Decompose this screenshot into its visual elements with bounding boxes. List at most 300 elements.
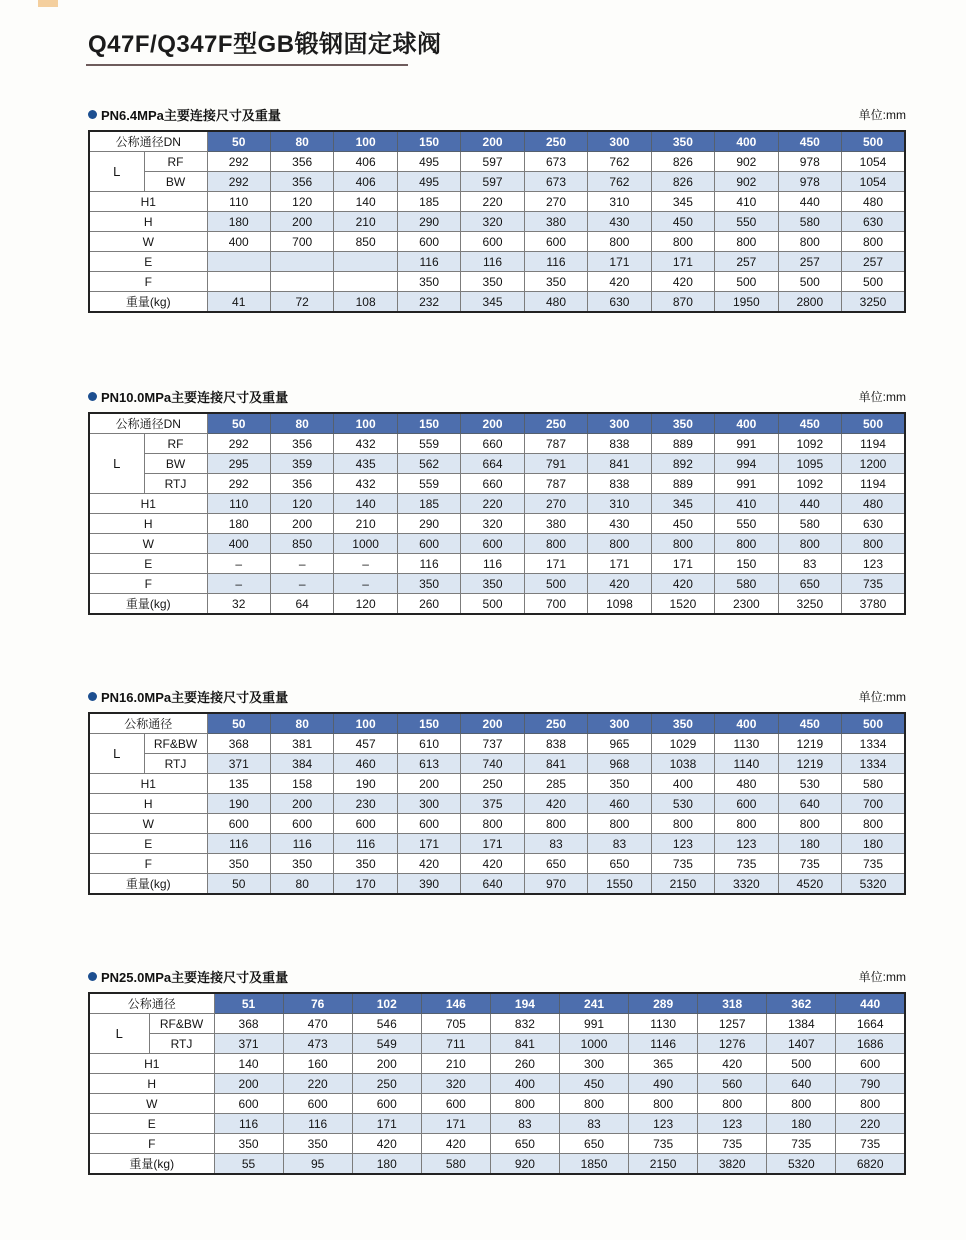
table-cell: 650 <box>490 1134 559 1154</box>
table-cell: 550 <box>715 514 778 534</box>
table-cell: 600 <box>836 1054 905 1074</box>
table-cell: 257 <box>842 252 905 272</box>
column-header: 80 <box>270 713 333 734</box>
table-cell: 420 <box>397 854 460 874</box>
column-header: 194 <box>490 993 559 1014</box>
table-cell: 994 <box>715 454 778 474</box>
table-cell: 257 <box>778 252 841 272</box>
table-cell: 200 <box>214 1074 283 1094</box>
table-cell: 650 <box>524 854 587 874</box>
table-cell: 740 <box>461 754 524 774</box>
table-cell: 1130 <box>629 1014 698 1034</box>
table-cell: 116 <box>270 834 333 854</box>
table-cell: 1219 <box>778 734 841 754</box>
table-cell: 495 <box>397 172 460 192</box>
table-cell: 171 <box>421 1114 490 1134</box>
column-header: 400 <box>715 131 778 152</box>
table-cell: 800 <box>524 814 587 834</box>
row-label: RF&BW <box>144 734 207 754</box>
table-cell: 350 <box>461 272 524 292</box>
dimensions-table-pn16-0 <box>88 712 906 895</box>
table-cell: 420 <box>651 272 714 292</box>
table-cell: 220 <box>836 1114 905 1134</box>
table-cell: 110 <box>207 494 270 514</box>
table-cell: 410 <box>715 494 778 514</box>
table-cell: 838 <box>588 474 651 494</box>
table-cell: 600 <box>214 1094 283 1114</box>
table-cell: 430 <box>588 514 651 534</box>
table-cell: 610 <box>397 734 460 754</box>
table-cell: 1054 <box>842 172 905 192</box>
table-cell: 3820 <box>698 1154 767 1175</box>
table-cell: 500 <box>842 272 905 292</box>
table-cell: 800 <box>842 814 905 834</box>
table-cell: 600 <box>207 814 270 834</box>
table-cell: 116 <box>397 554 460 574</box>
table-cell: 171 <box>588 554 651 574</box>
column-header: 50 <box>207 713 270 734</box>
column-header: 80 <box>270 413 333 434</box>
table-cell <box>334 252 397 272</box>
dimension-table <box>88 412 906 615</box>
table-cell: 420 <box>524 794 587 814</box>
table-cell: 375 <box>461 794 524 814</box>
table-cell: 140 <box>214 1054 283 1074</box>
column-header: 200 <box>461 131 524 152</box>
table-cell: 640 <box>778 794 841 814</box>
column-header: 146 <box>421 993 490 1014</box>
table-cell: 384 <box>270 754 333 774</box>
table-cell: 600 <box>397 534 460 554</box>
table-cell: 120 <box>270 192 333 212</box>
table-cell: 368 <box>214 1014 283 1034</box>
table-cell: 72 <box>270 292 333 313</box>
table-cell: 292 <box>207 152 270 172</box>
table-cell: 546 <box>352 1014 421 1034</box>
table-cell: 920 <box>490 1154 559 1175</box>
table-cell: 210 <box>334 514 397 534</box>
table-cell: 735 <box>767 1134 836 1154</box>
table-cell: 850 <box>334 232 397 252</box>
table-cell: 290 <box>397 514 460 534</box>
table-cell: 4520 <box>778 874 841 895</box>
table-cell: 220 <box>461 494 524 514</box>
table-cell: 1029 <box>651 734 714 754</box>
table-cell: 735 <box>698 1134 767 1154</box>
table-cell: 420 <box>461 854 524 874</box>
table-cell: – <box>207 554 270 574</box>
dimension-table <box>88 712 906 895</box>
table-cell: 320 <box>421 1074 490 1094</box>
table-cell: 562 <box>397 454 460 474</box>
table-cell: 171 <box>461 834 524 854</box>
table-cell: 116 <box>461 252 524 272</box>
column-header: 50 <box>207 413 270 434</box>
table-cell: 116 <box>397 252 460 272</box>
table-cell: 600 <box>524 232 587 252</box>
column-header: 250 <box>524 713 587 734</box>
table-cell: 420 <box>588 574 651 594</box>
table-cell: 826 <box>651 172 714 192</box>
table-cell: 1095 <box>778 454 841 474</box>
table-cell: – <box>270 574 333 594</box>
column-header: 440 <box>836 993 905 1014</box>
table-cell: 140 <box>334 494 397 514</box>
table-cell: 650 <box>588 854 651 874</box>
table-cell: 200 <box>352 1054 421 1074</box>
table-cell: 83 <box>524 834 587 854</box>
column-header: 100 <box>334 413 397 434</box>
table-cell: 200 <box>270 212 333 232</box>
table-cell: 711 <box>421 1034 490 1054</box>
table-cell: 320 <box>461 212 524 232</box>
table-cell: 345 <box>651 494 714 514</box>
table-cell: 359 <box>270 454 333 474</box>
table-cell: 32 <box>207 594 270 615</box>
table-cell: 406 <box>334 172 397 192</box>
table-cell: 800 <box>698 1094 767 1114</box>
table-cell: 660 <box>461 434 524 454</box>
table-cell: 83 <box>559 1114 628 1134</box>
table-cell: 600 <box>283 1094 352 1114</box>
table-cell: 270 <box>524 192 587 212</box>
column-header: 400 <box>715 413 778 434</box>
table-cell: 832 <box>490 1014 559 1034</box>
column-header: 50 <box>207 131 270 152</box>
table-cell: 968 <box>588 754 651 774</box>
row-label: F <box>89 854 207 874</box>
table-cell: 120 <box>270 494 333 514</box>
table-cell: 737 <box>461 734 524 754</box>
table-cell: 600 <box>461 534 524 554</box>
table-cell: 480 <box>842 494 905 514</box>
table-cell: 889 <box>651 474 714 494</box>
table-cell: 650 <box>778 574 841 594</box>
table-cell: 735 <box>715 854 778 874</box>
table-cell: 800 <box>461 814 524 834</box>
table-cell: 350 <box>270 854 333 874</box>
table-cell: 1686 <box>836 1034 905 1054</box>
table-cell: 232 <box>397 292 460 313</box>
table-cell: 450 <box>559 1074 628 1094</box>
table-cell: 457 <box>334 734 397 754</box>
table-cell: 116 <box>461 554 524 574</box>
table-cell: 356 <box>270 152 333 172</box>
table-cell: 350 <box>524 272 587 292</box>
table-cell: 180 <box>207 514 270 534</box>
table-cell: – <box>207 574 270 594</box>
table-cell: 210 <box>334 212 397 232</box>
table-cell: 116 <box>207 834 270 854</box>
table-cell: 371 <box>214 1034 283 1054</box>
section-header <box>88 686 906 706</box>
table-cell: 762 <box>588 172 651 192</box>
table-cell: 580 <box>715 574 778 594</box>
table-cell: 350 <box>461 574 524 594</box>
table-cell: 110 <box>207 192 270 212</box>
table-cell: 200 <box>270 794 333 814</box>
row-label: E <box>89 554 207 574</box>
table-cell: 1038 <box>651 754 714 774</box>
table-cell: 970 <box>524 874 587 895</box>
table-cell: 640 <box>461 874 524 895</box>
row-label: RTJ <box>144 754 207 774</box>
table-cell: 500 <box>778 272 841 292</box>
table-cell: 140 <box>334 192 397 212</box>
table-cell: 158 <box>270 774 333 794</box>
table-cell: 64 <box>270 594 333 615</box>
table-cell: 650 <box>559 1134 628 1154</box>
row-label: F <box>89 272 207 292</box>
column-header: 102 <box>352 993 421 1014</box>
table-cell: 705 <box>421 1014 490 1034</box>
table-cell: 2800 <box>778 292 841 313</box>
table-cell: 123 <box>715 834 778 854</box>
column-header: 100 <box>334 713 397 734</box>
table-cell: 300 <box>397 794 460 814</box>
table-cell: 295 <box>207 454 270 474</box>
table-cell: 600 <box>334 814 397 834</box>
table-cell: 410 <box>715 192 778 212</box>
column-header: 450 <box>778 131 841 152</box>
table-cell: 473 <box>283 1034 352 1054</box>
table-cell: 664 <box>461 454 524 474</box>
table-cell: 460 <box>334 754 397 774</box>
column-header: 362 <box>767 993 836 1014</box>
table-cell: 800 <box>588 534 651 554</box>
row-label: RTJ <box>144 474 207 494</box>
table-cell: 1194 <box>842 434 905 454</box>
table-cell: 135 <box>207 774 270 794</box>
section-pn6-4 <box>88 104 906 313</box>
section-pn25-0 <box>88 966 906 1175</box>
column-header: 51 <box>214 993 283 1014</box>
table-cell: 550 <box>715 212 778 232</box>
table-cell: 368 <box>207 734 270 754</box>
section-header <box>88 104 906 124</box>
table-cell: 365 <box>629 1054 698 1074</box>
table-cell: 600 <box>352 1094 421 1114</box>
table-cell: 3250 <box>842 292 905 313</box>
row-group-label: L <box>89 1014 149 1054</box>
section-title: PN6.4MPa主要连接尺寸及重量 <box>101 107 281 123</box>
table-cell: 116 <box>334 834 397 854</box>
column-header: 400 <box>715 713 778 734</box>
column-header: 200 <box>461 413 524 434</box>
table-cell: 530 <box>651 794 714 814</box>
table-cell: 841 <box>524 754 587 774</box>
table-cell: 400 <box>490 1074 559 1094</box>
table-cell: 800 <box>767 1094 836 1114</box>
table-cell: 190 <box>207 794 270 814</box>
table-cell: 180 <box>842 834 905 854</box>
bullet-icon <box>88 110 97 119</box>
table-cell: 250 <box>352 1074 421 1094</box>
table-cell <box>334 272 397 292</box>
table-cell: 800 <box>778 232 841 252</box>
table-corner-label: 公称通径DN <box>89 413 207 434</box>
table-cell: 292 <box>207 474 270 494</box>
table-cell: 480 <box>842 192 905 212</box>
table-cell: 630 <box>842 212 905 232</box>
unit-label: 单位:mm <box>858 107 906 122</box>
table-cell: 597 <box>461 152 524 172</box>
table-cell: 791 <box>524 454 587 474</box>
table-cell: 420 <box>651 574 714 594</box>
table-cell: 108 <box>334 292 397 313</box>
table-cell: 735 <box>836 1134 905 1154</box>
table-cell: 1200 <box>842 454 905 474</box>
table-cell: 600 <box>421 1094 490 1114</box>
row-label: 重量(kg) <box>89 874 207 895</box>
table-cell: 350 <box>334 854 397 874</box>
table-cell: 171 <box>524 554 587 574</box>
table-cell: 1194 <box>842 474 905 494</box>
row-label: F <box>89 574 207 594</box>
section-title-row <box>88 105 281 124</box>
table-cell: 356 <box>270 474 333 494</box>
bullet-icon <box>88 972 97 981</box>
table-cell: 250 <box>461 774 524 794</box>
table-cell: 1054 <box>842 152 905 172</box>
column-header: 300 <box>588 713 651 734</box>
table-cell: 580 <box>842 774 905 794</box>
table-cell: 800 <box>588 814 651 834</box>
table-cell: 1257 <box>698 1014 767 1034</box>
table-cell <box>207 272 270 292</box>
table-cell: 787 <box>524 474 587 494</box>
table-cell: 1520 <box>651 594 714 615</box>
table-cell: 1098 <box>588 594 651 615</box>
table-cell: 1219 <box>778 754 841 774</box>
table-cell: 800 <box>490 1094 559 1114</box>
table-cell: 5320 <box>842 874 905 895</box>
table-cell: 800 <box>651 232 714 252</box>
table-cell: 292 <box>207 434 270 454</box>
table-cell: 150 <box>715 554 778 574</box>
table-cell: 490 <box>629 1074 698 1094</box>
table-cell: 1092 <box>778 474 841 494</box>
table-cell: 432 <box>334 474 397 494</box>
table-cell: 800 <box>778 814 841 834</box>
table-cell: 260 <box>397 594 460 615</box>
table-cell: 310 <box>588 494 651 514</box>
table-cell: 1850 <box>559 1154 628 1175</box>
table-cell: 285 <box>524 774 587 794</box>
table-cell: 320 <box>461 514 524 534</box>
row-label: H1 <box>89 1054 214 1074</box>
column-header: 300 <box>588 131 651 152</box>
table-cell: 83 <box>778 554 841 574</box>
row-label: F <box>89 1134 214 1154</box>
table-cell: 180 <box>767 1114 836 1134</box>
table-cell: 735 <box>629 1134 698 1154</box>
table-cell: 580 <box>778 212 841 232</box>
table-cell: 220 <box>461 192 524 212</box>
table-cell: 500 <box>461 594 524 615</box>
table-cell: 5320 <box>767 1154 836 1175</box>
table-cell: 735 <box>842 854 905 874</box>
table-cell: 549 <box>352 1034 421 1054</box>
section-header <box>88 386 906 406</box>
column-header: 241 <box>559 993 628 1014</box>
table-cell: 978 <box>778 152 841 172</box>
table-corner-label: 公称通径 <box>89 993 214 1014</box>
table-cell: 440 <box>778 192 841 212</box>
table-cell: 190 <box>334 774 397 794</box>
table-cell: 400 <box>207 232 270 252</box>
section-title-row <box>88 967 288 986</box>
table-cell: 420 <box>352 1134 421 1154</box>
table-cell: 2150 <box>651 874 714 895</box>
row-label: W <box>89 534 207 554</box>
section-title-row <box>88 387 288 406</box>
table-cell: 185 <box>397 192 460 212</box>
column-header: 200 <box>461 713 524 734</box>
table-cell: 800 <box>588 232 651 252</box>
table-cell: 735 <box>778 854 841 874</box>
row-label: H1 <box>89 494 207 514</box>
table-cell: 116 <box>524 252 587 272</box>
table-cell: 889 <box>651 434 714 454</box>
table-cell: 230 <box>334 794 397 814</box>
table-cell: 787 <box>524 434 587 454</box>
table-cell: 800 <box>842 232 905 252</box>
table-cell: 673 <box>524 172 587 192</box>
unit-label: 单位:mm <box>858 689 906 704</box>
table-cell: 2300 <box>715 594 778 615</box>
table-cell: 480 <box>524 292 587 313</box>
dimension-table <box>88 130 906 313</box>
column-header: 250 <box>524 131 587 152</box>
row-label: H <box>89 794 207 814</box>
table-cell: 991 <box>715 434 778 454</box>
table-cell: 406 <box>334 152 397 172</box>
table-cell: 356 <box>270 434 333 454</box>
table-cell: 160 <box>283 1054 352 1074</box>
column-header: 150 <box>397 413 460 434</box>
row-label: W <box>89 814 207 834</box>
column-header: 76 <box>283 993 352 1014</box>
table-cell: 350 <box>397 272 460 292</box>
table-cell: 80 <box>270 874 333 895</box>
table-cell: 435 <box>334 454 397 474</box>
table-cell: 171 <box>651 554 714 574</box>
table-cell: 116 <box>214 1114 283 1134</box>
row-label: RTJ <box>149 1034 214 1054</box>
table-cell: 800 <box>778 534 841 554</box>
table-cell: 381 <box>270 734 333 754</box>
table-cell: – <box>334 554 397 574</box>
table-cell: 123 <box>842 554 905 574</box>
table-cell: 500 <box>767 1054 836 1074</box>
table-cell: 123 <box>629 1114 698 1134</box>
row-label: H1 <box>89 774 207 794</box>
table-cell: 600 <box>270 814 333 834</box>
row-label: 重量(kg) <box>89 594 207 615</box>
section-title: PN10.0MPa主要连接尺寸及重量 <box>101 389 289 405</box>
table-cell: 700 <box>270 232 333 252</box>
table-cell: 600 <box>397 814 460 834</box>
dimension-table <box>88 992 906 1175</box>
column-header: 150 <box>397 713 460 734</box>
table-cell: 559 <box>397 434 460 454</box>
table-cell: 270 <box>524 494 587 514</box>
table-cell: 965 <box>588 734 651 754</box>
table-cell: 580 <box>421 1154 490 1175</box>
table-cell: 220 <box>283 1074 352 1094</box>
row-group-label: L <box>89 434 144 494</box>
